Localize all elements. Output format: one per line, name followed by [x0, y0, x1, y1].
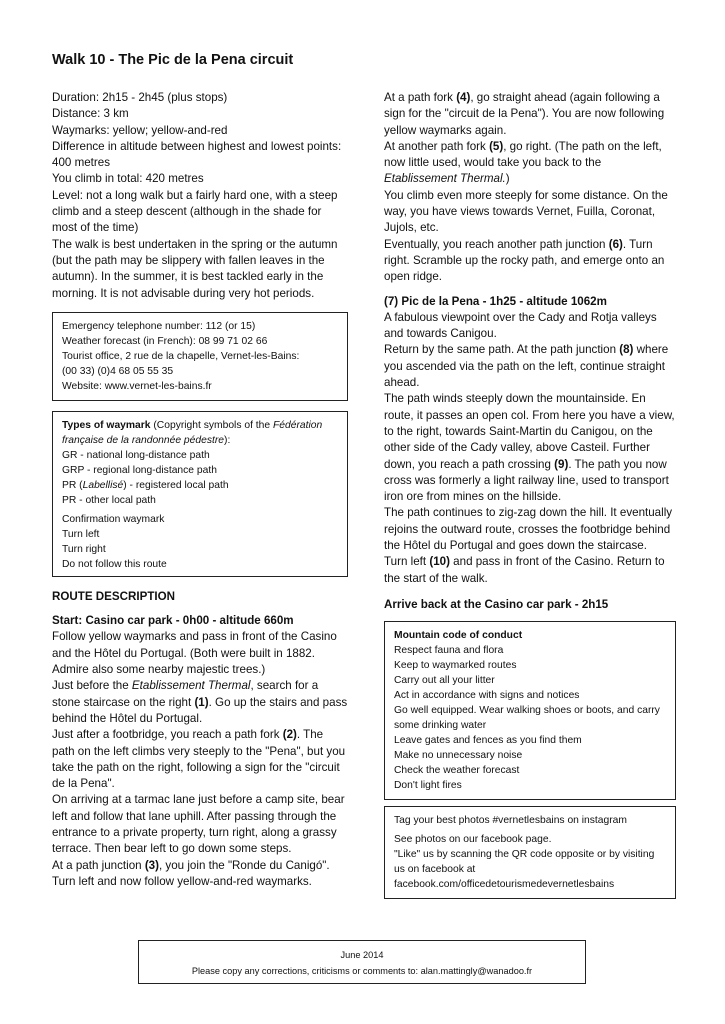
p3a: Just after a footbridge, you reach a path fork: [52, 728, 283, 742]
waymark-pr: [62, 478, 338, 493]
waypoint-1: (1): [194, 695, 209, 709]
waypoint-9: (9): [554, 457, 569, 471]
emergency-number: Emergency telephone number: 112 (or 15): [62, 320, 256, 332]
waymark-grp: GRP - regional long-distance path: [62, 464, 217, 476]
r9a: Turn left: [384, 555, 430, 569]
code-item: Respect fauna and flora: [394, 645, 504, 657]
waypoint-10: (10): [429, 555, 450, 569]
p3c: . The path on the left climbs very steeply to the "Pena", but you take the path on the right, following a sign for the "circuit de la Pena".: [52, 728, 346, 791]
r6c: where you ascended via the path on the left, continue straight ahead.: [384, 343, 669, 390]
route-r9: [384, 554, 676, 587]
waypoint-5: (5): [489, 139, 504, 153]
waypoint-4: (4): [456, 91, 471, 104]
code-item: Act in accordance with signs and notices: [394, 690, 580, 702]
r2d: Etablissement Thermal.: [384, 172, 506, 186]
code-item: Check the weather forecast: [394, 765, 520, 777]
website: Website: www.vernet-les-bains.fr: [62, 380, 212, 392]
route-r2: [384, 139, 676, 188]
code-of-conduct-box: [384, 621, 676, 800]
waypoint-3: (3): [144, 858, 159, 872]
code-item: Make no unnecessary noise: [394, 750, 523, 762]
facebook-url[interactable]: facebook.com/officedetourismedevernetlesbains: [394, 879, 615, 891]
r4a: Eventually, you reach another path junction: [384, 237, 609, 251]
p2b: Etablissement Thermal: [131, 679, 251, 693]
right-column: [384, 90, 676, 899]
waypoint-6: (6): [608, 237, 623, 251]
code-item: Leave gates and fences as you find them: [394, 735, 582, 747]
p2c: , search for a stone staircase on the right: [52, 679, 319, 709]
federation-name: Fédération française de la randonnée pédestre: [62, 419, 323, 446]
waymark-intro-text: (Copyright symbols of the: [150, 419, 273, 431]
waymark-turn-right: Turn right: [62, 543, 106, 555]
waymark-intro: [62, 418, 338, 448]
route-r8: The path continues to zig-zag down the hill. It eventually rejoins the outward route, crosses the footbridge behind the Hôtel du Portugal and goes down the staircase.: [384, 506, 673, 553]
r4c: . Turn right. Scramble up the rocky path, and emerge onto an open ridge.: [384, 237, 665, 284]
r1a: At a path fork: [384, 91, 457, 104]
level: Level: not a long walk but a fairly hard one, with a steep climb and a steep descent (although in the shade for most of the time): [52, 188, 338, 235]
pr-labellise: Labellisé: [82, 479, 124, 491]
p2e: . Go up the stairs and pass behind the Hôtel du Portugal.: [52, 695, 348, 725]
code-item: Don't light fires: [394, 780, 462, 792]
waypoint-2: (2): [282, 728, 297, 742]
route-heading: ROUTE DESCRIPTION: [52, 589, 176, 603]
instagram-note: Tag your best photos #vernetlesbains on instagram: [394, 815, 627, 827]
start-heading: Start: Casino car park - 0h00 - altitude 660m: [52, 614, 294, 628]
r2a: At another path fork: [384, 139, 490, 153]
waymark-intro-end: ):: [224, 434, 231, 446]
r2e: ): [505, 172, 510, 186]
pr-a: PR (: [62, 479, 83, 491]
peak-heading: (7) Pic de la Pena - 1h25 - altitude 1062m: [384, 294, 607, 308]
facebook-qr-note: "Like" us by scanning the QR code opposite or by visiting us on facebook at: [394, 849, 655, 876]
route-p3: [52, 727, 348, 792]
r2c: , go right. (The path on the left, now little used, would take you back to the: [384, 139, 662, 170]
route-p4: On arriving at a tarmac lane just before a camp site, bear left and follow that lane uphill. After passing through the entrance to a private property, turn right, along a grassy terrace. Then bear left to go down some steps.: [52, 793, 345, 856]
contact-box: [52, 312, 348, 401]
waymark-do-not-follow: Do not follow this route: [62, 558, 167, 570]
waymark-gr: GR - national long-distance path: [62, 449, 210, 461]
altitude-difference: Difference in altitude between highest and lowest points: 400 metres: [52, 139, 342, 170]
r9c: and pass in front of the Casino. Return to the start of the walk.: [384, 555, 665, 585]
total-climb: You climb in total: 420 metres: [52, 172, 204, 186]
tourist-phone: (00 33) (0)4 68 05 55 35: [62, 365, 174, 377]
route-p1: Follow yellow waymarks and pass in front of the Casino and the Hôtel du Portugal. (Both were built in 1882. Admire also some nearby majestic trees.): [52, 630, 337, 677]
r7c: . The path you now cross was formerly a light railway line, used to transport iron ore from mines on the hillside.: [384, 457, 669, 504]
waymark-box: [52, 411, 348, 577]
end-heading: Arrive back at the Casino car park - 2h15: [384, 597, 609, 611]
season-advice: The walk is best undertaken in the spring or the autumn (but the path may be slippery with fallen leaves in the autumn). In the summer, it is best tackled early in the morning. It is not advisable during very hot periods.: [52, 237, 338, 300]
facebook-note: See photos on our facebook page.: [394, 834, 552, 846]
route-p5: [52, 858, 348, 891]
code-item: Carry out all your litter: [394, 675, 495, 687]
p5a: At a path junction: [52, 858, 145, 872]
footer-box: [138, 940, 586, 984]
route-p2: [52, 678, 348, 727]
left-column: [52, 90, 348, 890]
footer-note: Please copy any corrections, criticisms or comments to: alan.mattingly@wanadoo.fr: [191, 966, 533, 976]
waymarks: Waymarks: yellow; yellow-and-red: [52, 123, 228, 137]
r7a: The path winds steeply down the mountainside. En route, it passes an open col. From here you have a view, to the right, towards Saint-Martin du Canigou, on the other side of the Cady valley, above Casteil. Further down, you reach a path crossing: [384, 392, 675, 471]
code-heading: Mountain code of conduct: [394, 630, 523, 642]
footer-date: June 2014: [340, 950, 384, 960]
duration: Duration: 2h15 - 2h45 (plus stops): [52, 91, 228, 104]
pr-c: ) - registered local path: [123, 479, 229, 491]
waymark-confirmation: Confirmation waymark: [62, 513, 165, 525]
route-r7: [384, 391, 676, 505]
p2a: Just before the: [52, 679, 132, 693]
route-r1: [384, 90, 676, 139]
weather-forecast: Weather forecast (in French): 08 99 71 02 66: [62, 335, 268, 347]
p5c: , you join the "Ronde du Canigó". Turn left and now follow yellow-and-red waymarks.: [52, 858, 330, 888]
route-r5: A fabulous viewpoint over the Cady and Rotja valleys and towards Canigou.: [384, 310, 657, 341]
social-box: [384, 806, 676, 899]
waymark-heading: Types of waymark: [62, 419, 151, 431]
code-item: Go well equipped. Wear walking shoes or boots, and carry some drinking water: [394, 705, 660, 732]
route-r3: You climb even more steeply for some distance. On the way, you have views towards Vernet, Fuilla, Coronat, Jujols, etc.: [384, 188, 668, 235]
route-r4: [384, 237, 676, 286]
page-title: Walk 10 - The Pic de la Pena circuit: [52, 52, 294, 68]
r6a: Return by the same path. At the path junction: [384, 343, 620, 357]
code-item: Keep to waymarked routes: [394, 660, 517, 672]
r1c: , go straight ahead (again following a sign for the "circuit de la Pena"). You are now following yellow waymarks again.: [384, 91, 665, 137]
waymark-turn-left: Turn left: [62, 528, 100, 540]
waypoint-8: (8): [619, 343, 634, 357]
tourist-office: Tourist office, 2 rue de la chapelle, Vernet-les-Bains:: [62, 350, 300, 362]
route-r6: [384, 342, 676, 391]
distance: Distance: 3 km: [52, 107, 129, 121]
waymark-pr-other: PR - other local path: [62, 494, 156, 506]
